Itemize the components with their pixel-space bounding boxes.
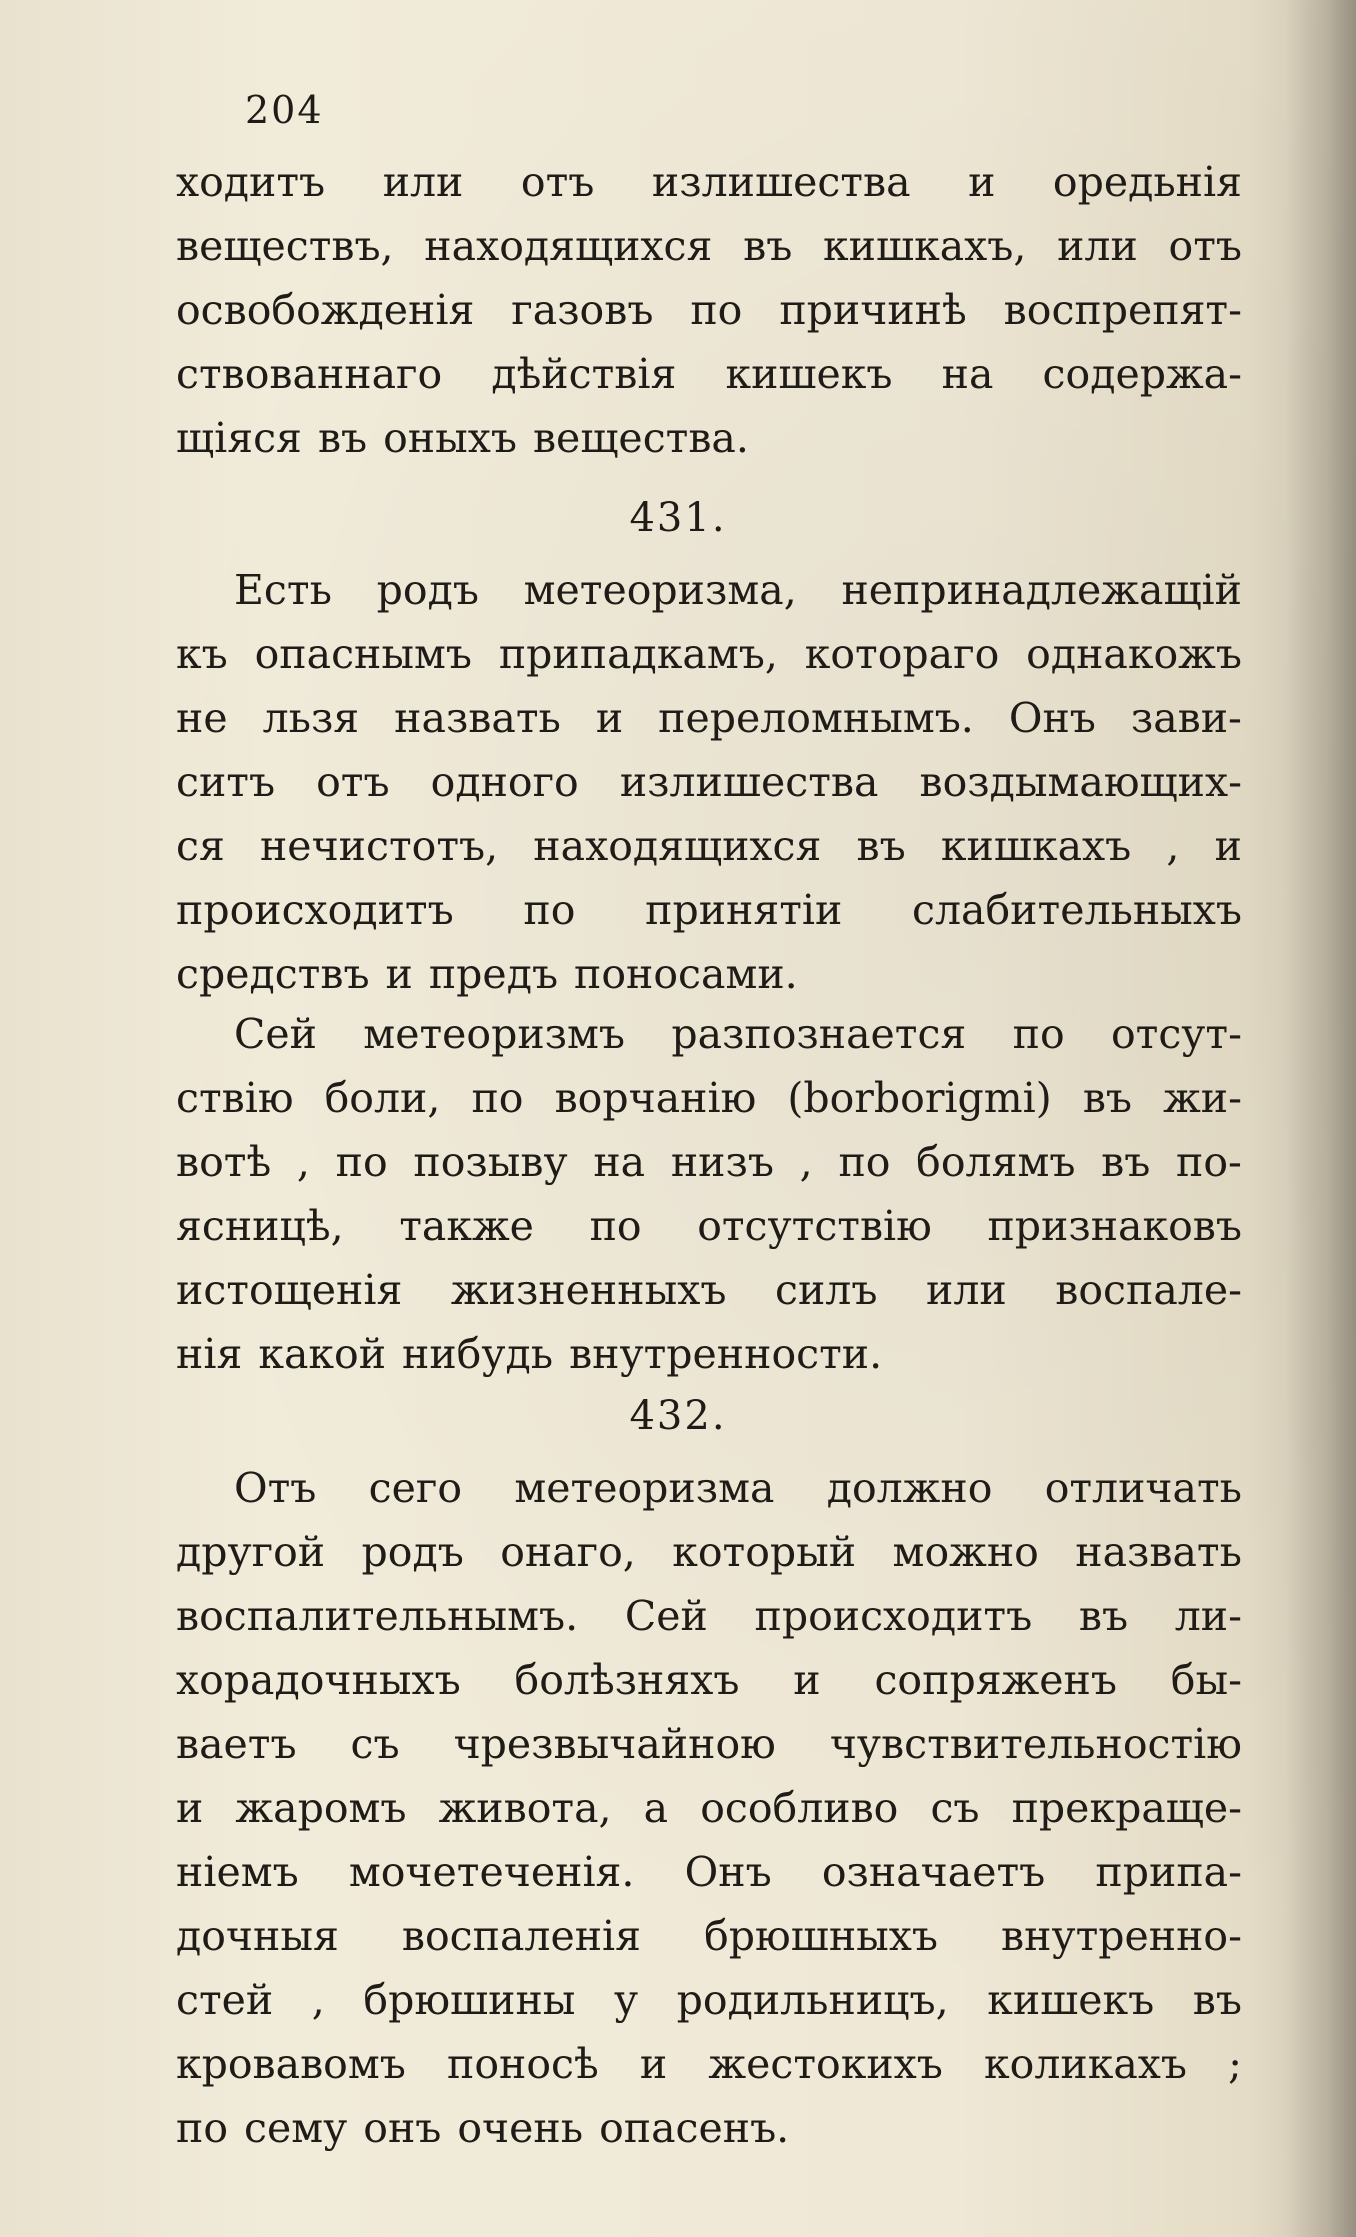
text-line: и жаромъ живота, а особливо съ прекраще- xyxy=(176,1784,1242,1832)
text-line: ніемъ мочетеченія. Онъ означаетъ припа- xyxy=(176,1848,1242,1896)
text-line: къ опаснымъ припадкамъ, котораго однакожъ xyxy=(176,630,1242,678)
text-line: нія какой нибудь внутренности. xyxy=(176,1330,883,1378)
text-line: Есть родъ метеоризма, непринадлежащій xyxy=(234,566,1242,614)
text-line: веществъ, находящихся въ кишкахъ, или отъ xyxy=(176,222,1242,270)
section-heading-432: 432. xyxy=(629,1393,727,1439)
text-line: ясницѣ, также по отсутствію признаковъ xyxy=(176,1202,1242,1250)
text-line: происходитъ по принятіи слабительныхъ xyxy=(176,886,1242,934)
text-line: дочныя воспаленія брюшныхъ внутренно- xyxy=(176,1912,1242,1960)
text-line: средствъ и предъ поносами. xyxy=(176,950,798,998)
text-line: Отъ сего метеоризма должно отличать xyxy=(234,1464,1242,1512)
text-line: другой родъ онаго, который можно назвать xyxy=(176,1528,1242,1576)
text-line: вотѣ , по позыву на низъ , по болямъ въ по- xyxy=(176,1138,1242,1186)
text-line: освобожденія газовъ по причинѣ воспрепят- xyxy=(176,286,1242,334)
text-line: воспалительнымъ. Сей происходитъ въ ли- xyxy=(176,1592,1242,1640)
text-line: кровавомъ поносѣ и жестокихъ коликахъ ; xyxy=(176,2040,1242,2088)
text-line: хорадочныхъ болѣзняхъ и сопряженъ бы- xyxy=(176,1656,1242,1704)
text-line: истощенія жизненныхъ силъ или воспале- xyxy=(176,1266,1242,1314)
section-heading-431: 431. xyxy=(629,495,727,541)
text-line: стей , брюшины у родильницъ, кишекъ въ xyxy=(176,1976,1242,2024)
section-432-paragraph-1 xyxy=(176,1456,1242,2160)
text-line: ся нечистотъ, находящихся въ кишкахъ , и xyxy=(176,822,1242,870)
continuation-paragraph xyxy=(176,150,1242,470)
page-number: 204 xyxy=(245,88,324,132)
text-line: не льзя назвать и переломнымъ. Онъ зави- xyxy=(176,694,1242,742)
text-line: щіяся въ оныхъ вещества. xyxy=(176,414,749,462)
section-431-paragraph-1 xyxy=(176,558,1242,1006)
text-line: ствію боли, по ворчанію (borborigmi) въ жи- xyxy=(176,1074,1242,1122)
section-431-paragraph-2 xyxy=(176,1002,1242,1386)
text-line: ходитъ или отъ излишества и оредьнія xyxy=(176,158,1242,206)
text-line: ствованнаго дѣйствія кишекъ на содержа- xyxy=(176,350,1242,398)
text-line: ситъ отъ одного излишества воздымающих- xyxy=(176,758,1242,806)
text-line: Сей метеоризмъ разпознается по отсут- xyxy=(234,1010,1242,1058)
text-line: по сему онъ очень опасенъ. xyxy=(176,2104,790,2152)
page-edge-shadow xyxy=(1286,0,1356,2237)
text-line: ваетъ съ чрезвычайною чувствительностію xyxy=(176,1720,1242,1768)
